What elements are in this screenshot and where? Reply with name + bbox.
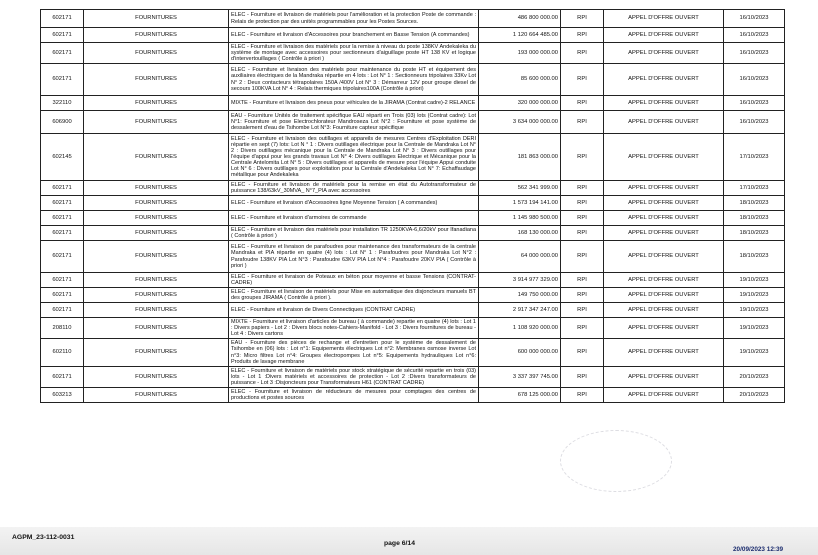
table-row — [41, 318, 785, 339]
row-amount: 85 600 000.00 — [479, 64, 561, 96]
row-code: 602171 — [41, 10, 84, 28]
row-amount: 562 341 999.00 — [479, 181, 561, 196]
row-financing: RPI — [561, 273, 604, 288]
row-description: ELEC - Fourniture et livraison de Poteaux en béton pour moyenne et basse Tensions (CONTRAT-CADRE) — [229, 273, 479, 288]
row-nature: FOURNITURES — [84, 196, 229, 211]
row-procurement-mode: APPEL D'OFFRE OUVERT — [604, 288, 724, 303]
row-financing: RPI — [561, 211, 604, 226]
row-amount: 149 750 000.00 — [479, 288, 561, 303]
row-date: 18/10/2023 — [724, 241, 785, 273]
row-date: 18/10/2023 — [724, 226, 785, 241]
row-procurement-mode: APPEL D'OFFRE OUVERT — [604, 43, 724, 64]
row-amount: 3 634 000 000.00 — [479, 111, 561, 134]
row-financing: RPI — [561, 111, 604, 134]
table-row — [41, 28, 785, 43]
row-procurement-mode: APPEL D'OFFRE OUVERT — [604, 96, 724, 111]
row-date: 16/10/2023 — [724, 64, 785, 96]
row-procurement-mode: APPEL D'OFFRE OUVERT — [604, 134, 724, 181]
row-nature: FOURNITURES — [84, 28, 229, 43]
row-financing: RPI — [561, 226, 604, 241]
row-financing: RPI — [561, 288, 604, 303]
row-financing: RPI — [561, 367, 604, 388]
row-code: 603213 — [41, 388, 84, 403]
row-code: 602171 — [41, 211, 84, 226]
row-description: ELEC - Fourniture et livraison de réducteurs de mesures pour comptages des centres de productions et postes sources — [229, 388, 479, 403]
row-nature: FOURNITURES — [84, 64, 229, 96]
table-row — [41, 388, 785, 403]
row-date: 17/10/2023 — [724, 134, 785, 181]
page-number: page 6/14 — [384, 540, 415, 547]
row-amount: 3 914 977 329.00 — [479, 273, 561, 288]
row-date: 16/10/2023 — [724, 111, 785, 134]
row-procurement-mode: APPEL D'OFFRE OUVERT — [604, 226, 724, 241]
row-procurement-mode: APPEL D'OFFRE OUVERT — [604, 273, 724, 288]
row-description: ELEC - Fourniture et livraison de matériels pour stock stratégique de sécurité repartie en trois (03) lots - Lot 1 :Divers matériels et accessoires de protection - Lot 2 :Divers transformateurs de puissance - Lot 3 :Disjoncteurs pour Transformateurs H61 (CONTRAT CADRE) — [229, 367, 479, 388]
table-row — [41, 43, 785, 64]
row-financing: RPI — [561, 339, 604, 367]
row-date: 16/10/2023 — [724, 43, 785, 64]
row-code: 602171 — [41, 43, 84, 64]
row-description: ELEC - Fourniture et livraison des outillages et appareils de mesures Centres d'Exploitation DERI répartie en sept (7) lots: Lot N ° 1 : Divers outillages électrique pour la Centrale de Mandraka Lot N° 2 : Divers outillages mécanique pour la Centrale de Mandraka Lot N° 3 : Divers outillages pour l'équipe d'appui pour les grands travaux Lot N° 4: Divers outillages Electrique et Mécanique pour la Centrale Antelomita Lot N° 5 : Divers outillages et appareils de mesure pour l'équipe Appui conduite Lot N° 6 : Divers outillages pour exploitation pour la Centrale d'Andekaleka Lot N° 7: Echaffaudage métallique pour Andekaleka — [229, 134, 479, 181]
table-row — [41, 339, 785, 367]
row-description: ELEC - Fourniture et livraison de matériels pour Mise en automatique des disjoncteurs manuels BT des groupes JIRAMA ( Contrôle à priori ). — [229, 288, 479, 303]
row-financing: RPI — [561, 28, 604, 43]
row-code: 602171 — [41, 303, 84, 318]
row-financing: RPI — [561, 241, 604, 273]
row-procurement-mode: APPEL D'OFFRE OUVERT — [604, 241, 724, 273]
table-row — [41, 134, 785, 181]
row-description: ELEC - Fourniture et livraison d'Accessoires ligne Moyenne Tension ( A commandes) — [229, 196, 479, 211]
table-row — [41, 241, 785, 273]
row-financing: RPI — [561, 318, 604, 339]
row-date: 18/10/2023 — [724, 211, 785, 226]
row-financing: RPI — [561, 134, 604, 181]
row-nature: FOURNITURES — [84, 134, 229, 181]
row-nature: FOURNITURES — [84, 367, 229, 388]
row-procurement-mode: APPEL D'OFFRE OUVERT — [604, 28, 724, 43]
row-financing: RPI — [561, 96, 604, 111]
document-reference: AGPM_23-112-0031 — [12, 534, 75, 541]
row-procurement-mode: APPEL D'OFFRE OUVERT — [604, 339, 724, 367]
row-nature: FOURNITURES — [84, 318, 229, 339]
table-row — [41, 111, 785, 134]
row-description: ELEC - Fourniture et livraison des matériels pour maintenance du poste HT et équipement des auxiliaires électriques de la Mandraka répartie en 4 lots : Lot N° 1 : Sectionneurs tripolaires 33Kv Lot N° 2 : Deux contacteurs tétrapolaires 150A /400V Lot N° 3 : Démarreur 12V pour groupe diesel de secours 100KVA Lot N° 4 : Relais thermiques tripolaires100A (Contrôle à priori) — [229, 64, 479, 96]
table-row — [41, 64, 785, 96]
table-row — [41, 196, 785, 211]
row-description: ELEC - Fourniture et livraison de parafoudres pour maintenance des transformateurs de la centrale Mandraka et PIA répartie en quatre (4) lots : Lot N° 1 : Parafoudres pour Mandraka Lot N°2 : Parafoudre 138KV PIA Lot N°3 : Parafoudre 63KV PIA Lot N°4 : Parafoudre 20KV PIA ( Contrôle à priori ) — [229, 241, 479, 273]
row-nature: FOURNITURES — [84, 273, 229, 288]
row-procurement-mode: APPEL D'OFFRE OUVERT — [604, 211, 724, 226]
row-code: 602171 — [41, 28, 84, 43]
row-procurement-mode: APPEL D'OFFRE OUVERT — [604, 111, 724, 134]
row-procurement-mode: APPEL D'OFFRE OUVERT — [604, 64, 724, 96]
row-date: 20/10/2023 — [724, 367, 785, 388]
row-nature: FOURNITURES — [84, 111, 229, 134]
row-description: ELEC - Fourniture et livraison des matériels pour installation TR 1250KVA-6,6/20kV pour Ifanadiana ( Contrôle à priori ) — [229, 226, 479, 241]
row-procurement-mode: APPEL D'OFFRE OUVERT — [604, 318, 724, 339]
table-row — [41, 96, 785, 111]
row-code: 602145 — [41, 134, 84, 181]
row-amount: 3 337 397 745.00 — [479, 367, 561, 388]
row-amount: 1 120 664 485.00 — [479, 28, 561, 43]
row-financing: RPI — [561, 303, 604, 318]
row-description: ELEC - Fourniture et livraison de matériels pour l'amélioration et la protection Poste de commande : Relais de protection par des unités programmables pour les Postes Sources. — [229, 10, 479, 28]
row-description: ELEC - Fourniture et livraison de Divers Connectiques (CONTRAT CADRE) — [229, 303, 479, 318]
row-nature: FOURNITURES — [84, 43, 229, 64]
table-row — [41, 181, 785, 196]
row-description: MIXTE - Fourniture et livraison des pneus pour véhicules de la JIRAMA (Contrat cadre)-2 RELANCE — [229, 96, 479, 111]
row-nature: FOURNITURES — [84, 288, 229, 303]
table-row — [41, 10, 785, 28]
row-nature: FOURNITURES — [84, 10, 229, 28]
row-nature: FOURNITURES — [84, 241, 229, 273]
row-description: ELEC - Fourniture et livraison d'Accessoires pour branchement en Basse Tension (A commandes) — [229, 28, 479, 43]
row-date: 16/10/2023 — [724, 28, 785, 43]
row-financing: RPI — [561, 10, 604, 28]
row-description: ELEC - Fourniture et livraison de matériels pour la remise en état du Autotransformateur de puissance 138/63kV_30MVA_ N°7_PIA avec accessoires — [229, 181, 479, 196]
row-description: EAU - Fourniture Unités de traitement spécifique EAU réparti en Trois (03) lots (Contrat cadre): Lot N°1: Fourniture et pose Electrochlorateur Mandroseza Lot N°2 : Fourniture et pose système de dessalement d'eau de Tsihombe Lot N°3: Fourniture capteur spécifique — [229, 111, 479, 134]
row-code: 208110 — [41, 318, 84, 339]
row-financing: RPI — [561, 43, 604, 64]
row-amount: 1 573 194 141.00 — [479, 196, 561, 211]
row-amount: 1 108 920 000.00 — [479, 318, 561, 339]
row-description: EAU - Fourniture des pièces de rechange et d'entretien pour le système de dessalement de Tsihombe en (06) lots : Lot n°1: Equipements électriques Lot n°2: Membranes osmose inverse Lot n°3: Micro filtres Lot n°4: Groupes électropompes Lot n°5: Equipements hydrauliques Lot n°6: Produits de lavage membrane — [229, 339, 479, 367]
row-financing: RPI — [561, 64, 604, 96]
row-code: 602171 — [41, 226, 84, 241]
table-row — [41, 273, 785, 288]
row-procurement-mode: APPEL D'OFFRE OUVERT — [604, 303, 724, 318]
row-code: 602171 — [41, 196, 84, 211]
row-code: 602110 — [41, 339, 84, 367]
row-financing: RPI — [561, 196, 604, 211]
row-amount: 193 000 000.00 — [479, 43, 561, 64]
row-nature: FOURNITURES — [84, 226, 229, 241]
row-code: 602171 — [41, 273, 84, 288]
row-nature: FOURNITURES — [84, 181, 229, 196]
row-date: 19/10/2023 — [724, 318, 785, 339]
row-financing: RPI — [561, 388, 604, 403]
row-amount: 486 800 000.00 — [479, 10, 561, 28]
row-amount: 600 000 000.00 — [479, 339, 561, 367]
row-code: 602171 — [41, 241, 84, 273]
row-nature: FOURNITURES — [84, 211, 229, 226]
row-amount: 1 145 980 500.00 — [479, 211, 561, 226]
row-amount: 2 917 347 247.00 — [479, 303, 561, 318]
row-nature: FOURNITURES — [84, 339, 229, 367]
row-date: 19/10/2023 — [724, 288, 785, 303]
row-code: 606900 — [41, 111, 84, 134]
row-date: 20/10/2023 — [724, 388, 785, 403]
row-procurement-mode: APPEL D'OFFRE OUVERT — [604, 196, 724, 211]
row-procurement-mode: APPEL D'OFFRE OUVERT — [604, 10, 724, 28]
row-description: MIXTE - Fourniture et livraison d'articles de bureau ( à commande) repartie en quatre (4) lots : Lot 1 : Divers papiers - Lot 2 : Divers blocs notes-Cahiers-Manifold - Lot 3 : Divers fournitures de bureau - Lot 4 : Divers cartons — [229, 318, 479, 339]
row-description: ELEC - Fourniture et livraison des matériels pour la remise à niveau du poste 138KV Andekaleka du système de montage avec accessoires pour sectionneurs d'aiguillage poste HT 138 KV et logique d'intervertouillages ( Contrôle à priori ) — [229, 43, 479, 64]
row-code: 602171 — [41, 64, 84, 96]
row-amount: 678 125 000.00 — [479, 388, 561, 403]
row-date: 18/10/2023 — [724, 196, 785, 211]
table-row — [41, 226, 785, 241]
row-code: 322110 — [41, 96, 84, 111]
row-date: 19/10/2023 — [724, 339, 785, 367]
procurement-plan-table — [40, 9, 785, 403]
row-date: 19/10/2023 — [724, 303, 785, 318]
row-financing: RPI — [561, 181, 604, 196]
row-date: 17/10/2023 — [724, 181, 785, 196]
row-date: 16/10/2023 — [724, 10, 785, 28]
row-procurement-mode: APPEL D'OFFRE OUVERT — [604, 367, 724, 388]
table-row — [41, 288, 785, 303]
row-amount: 168 130 000.00 — [479, 226, 561, 241]
table-body — [41, 10, 785, 403]
row-date: 19/10/2023 — [724, 273, 785, 288]
row-amount: 64 000 000.00 — [479, 241, 561, 273]
table-row — [41, 367, 785, 388]
row-nature: FOURNITURES — [84, 388, 229, 403]
row-amount: 320 000 000.00 — [479, 96, 561, 111]
print-timestamp: 20/09/2023 12:39 — [733, 546, 784, 553]
table-row — [41, 211, 785, 226]
row-code: 602171 — [41, 288, 84, 303]
row-amount: 181 863 000.00 — [479, 134, 561, 181]
row-nature: FOURNITURES — [84, 96, 229, 111]
row-code: 602171 — [41, 181, 84, 196]
table-row — [41, 303, 785, 318]
signature-stamp — [560, 430, 672, 492]
row-description: ELEC - Fourniture et livraison d'armoires de commande — [229, 211, 479, 226]
row-procurement-mode: APPEL D'OFFRE OUVERT — [604, 388, 724, 403]
row-nature: FOURNITURES — [84, 303, 229, 318]
row-date: 16/10/2023 — [724, 96, 785, 111]
row-procurement-mode: APPEL D'OFFRE OUVERT — [604, 181, 724, 196]
row-code: 602171 — [41, 367, 84, 388]
